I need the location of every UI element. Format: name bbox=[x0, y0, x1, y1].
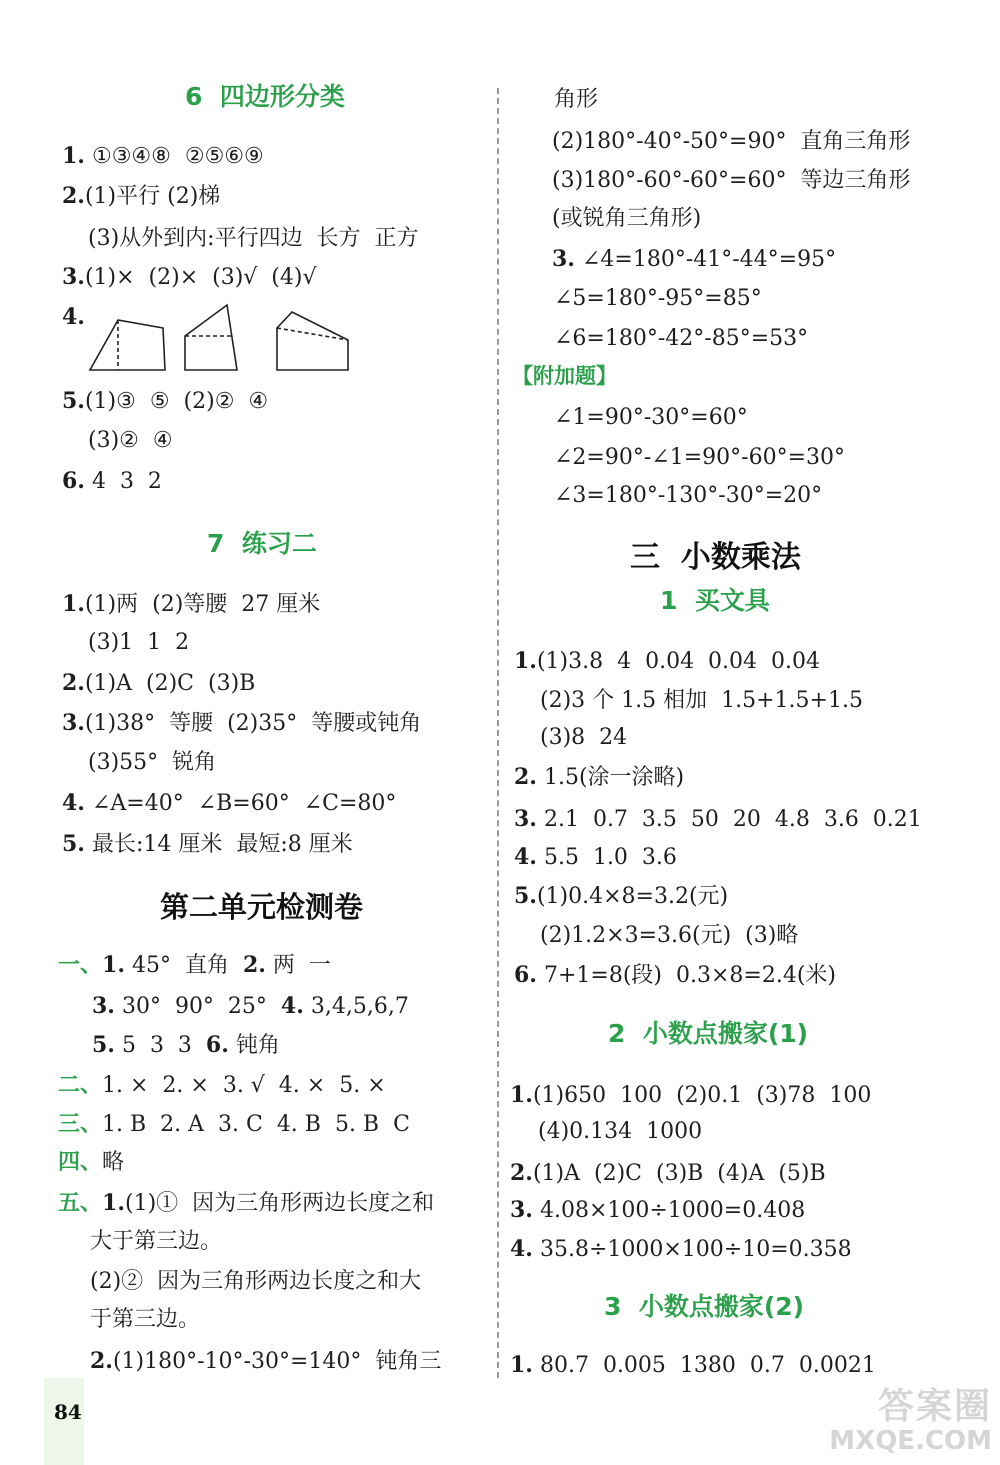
answer-line: 2. 1.5(涂一涂略) bbox=[514, 764, 685, 790]
answer-line: (2)180°-40°-50°=90° 直角三角形 bbox=[552, 129, 911, 154]
answer-line: (或锐角三角形) bbox=[552, 206, 702, 231]
answer-line: 4. 5.5 1.0 3.6 bbox=[514, 844, 677, 870]
answer-line: 1.(1)两 (2)等腰 27 厘米 bbox=[62, 591, 321, 617]
answer-line: (3)55° 锐角 bbox=[88, 750, 217, 775]
answer-line: 一、1. 45° 直角 2. 两 一 bbox=[58, 952, 331, 978]
answer-line: (2)1.2×3=3.6(元) (3)略 bbox=[540, 923, 799, 948]
unit-test-heading: 第二单元检测卷 bbox=[160, 890, 364, 924]
answer-line: 2.(1)平行 (2)梯 bbox=[62, 183, 221, 209]
section-7-heading: 7 练习二 bbox=[207, 529, 317, 558]
section-3-heading: 3 小数点搬家(2) bbox=[604, 1292, 805, 1321]
answer-line: 3. 2.1 0.7 3.5 50 20 4.8 3.6 0.21 bbox=[514, 806, 922, 832]
answer-line: 5.(1)③ ⑤ (2)② ④ bbox=[62, 388, 269, 414]
quadrilateral-figures bbox=[0, 0, 500, 400]
answer-line: 3. ∠4=180°-41°-44°=95° bbox=[552, 246, 837, 272]
answer-line: 2.(1)180°-10°-30°=140° 钝角三 bbox=[90, 1348, 442, 1374]
answer-line: 3. 30° 90° 25° 4. 3,4,5,6,7 bbox=[92, 993, 409, 1019]
bonus-heading: 【附加题】 bbox=[512, 364, 617, 388]
answer-line: 5. 5 3 3 6. 钝角 bbox=[92, 1032, 280, 1058]
watermark-logo bbox=[800, 1378, 996, 1462]
column-divider bbox=[497, 88, 499, 1378]
watermark-url: MXQE.COM bbox=[829, 1426, 992, 1456]
answer-line: ∠1=90°-30°=60° bbox=[554, 405, 748, 430]
answer-line: ∠5=180°-95°=85° bbox=[554, 286, 762, 311]
pentagon-shape-3 bbox=[277, 312, 348, 370]
answer-line: 4. bbox=[62, 304, 85, 330]
answer-line: 1.(1)650 100 (2)0.1 (3)78 100 bbox=[510, 1082, 872, 1108]
answer-line: ∠3=180°-130°-30°=20° bbox=[554, 483, 823, 508]
answer-line: 3. 4.08×100÷1000=0.408 bbox=[510, 1197, 806, 1223]
answer-line: (3)180°-60°-60°=60° 等边三角形 bbox=[552, 168, 911, 193]
answer-line: 于第三边。 bbox=[90, 1307, 201, 1332]
answer-line: 4. 35.8÷1000×100÷10=0.358 bbox=[510, 1236, 852, 1262]
answer-line: 2.(1)A (2)C (3)B bbox=[62, 670, 256, 696]
answer-line: 五、1.(1)① 因为三角形两边长度之和 bbox=[58, 1190, 435, 1216]
trapezoid-shape-1 bbox=[90, 320, 165, 370]
answer-line: 1.(1)3.8 4 0.04 0.04 0.04 bbox=[514, 648, 821, 674]
answer-line: 二、1. × 2. × 3. √ 4. × 5. × bbox=[58, 1073, 386, 1098]
section-6-heading: 6 四边形分类 bbox=[185, 82, 345, 111]
page-number: 84 bbox=[54, 1400, 82, 1424]
answer-line: 6. 4 3 2 bbox=[62, 468, 162, 494]
answer-line: ∠6=180°-42°-85°=53° bbox=[554, 326, 809, 351]
answer-line: 1. 80.7 0.005 1380 0.7 0.0021 bbox=[510, 1352, 876, 1378]
answer-line: 2.(1)A (2)C (3)B (4)A (5)B bbox=[510, 1160, 826, 1186]
answer-line: (4)0.134 1000 bbox=[538, 1119, 703, 1144]
answer-line: 1. ①③④⑧ ②⑤⑥⑨ bbox=[62, 143, 264, 169]
chapter-heading: 三 小数乘法 bbox=[630, 540, 801, 575]
answer-line: ∠2=90°-∠1=90°-60°=30° bbox=[554, 445, 846, 470]
answer-line: (2)3 个 1.5 相加 1.5+1.5+1.5 bbox=[540, 688, 863, 713]
answer-line: (3)② ④ bbox=[88, 428, 173, 453]
answer-line: 大于第三边。 bbox=[90, 1229, 223, 1254]
watermark-text: 答案圈 bbox=[877, 1386, 992, 1427]
answer-line: 5.(1)0.4×8=3.2(元) bbox=[514, 883, 729, 909]
answer-line: (3)8 24 bbox=[540, 725, 628, 750]
answer-line: (3)从外到内:平行四边 长方 正方 bbox=[88, 226, 419, 251]
answer-line: 6. 7+1=8(段) 0.3×8=2.4(米) bbox=[514, 962, 836, 988]
answer-line: 5. 最长:14 厘米 最短:8 厘米 bbox=[62, 831, 353, 857]
answer-line: 3.(1)× (2)× (3)√ (4)√ bbox=[62, 264, 317, 290]
section-2-heading: 2 小数点搬家(1) bbox=[608, 1019, 809, 1048]
answer-line: (2)② 因为三角形两边长度之和大 bbox=[90, 1269, 422, 1294]
answer-line: 三、1. B 2. A 3. C 4. B 5. B C bbox=[58, 1112, 410, 1137]
answer-line: 4. ∠A=40° ∠B=60° ∠C=80° bbox=[62, 790, 397, 816]
trapezoid-shape-2 bbox=[185, 305, 237, 370]
answer-line: (3)1 1 2 bbox=[88, 630, 190, 655]
answer-line: 3.(1)38° 等腰 (2)35° 等腰或钝角 bbox=[62, 710, 422, 736]
section-1-heading: 1 买文具 bbox=[660, 586, 770, 615]
answer-line: 角形 bbox=[554, 87, 599, 112]
answer-line: 四、略 bbox=[58, 1150, 125, 1175]
